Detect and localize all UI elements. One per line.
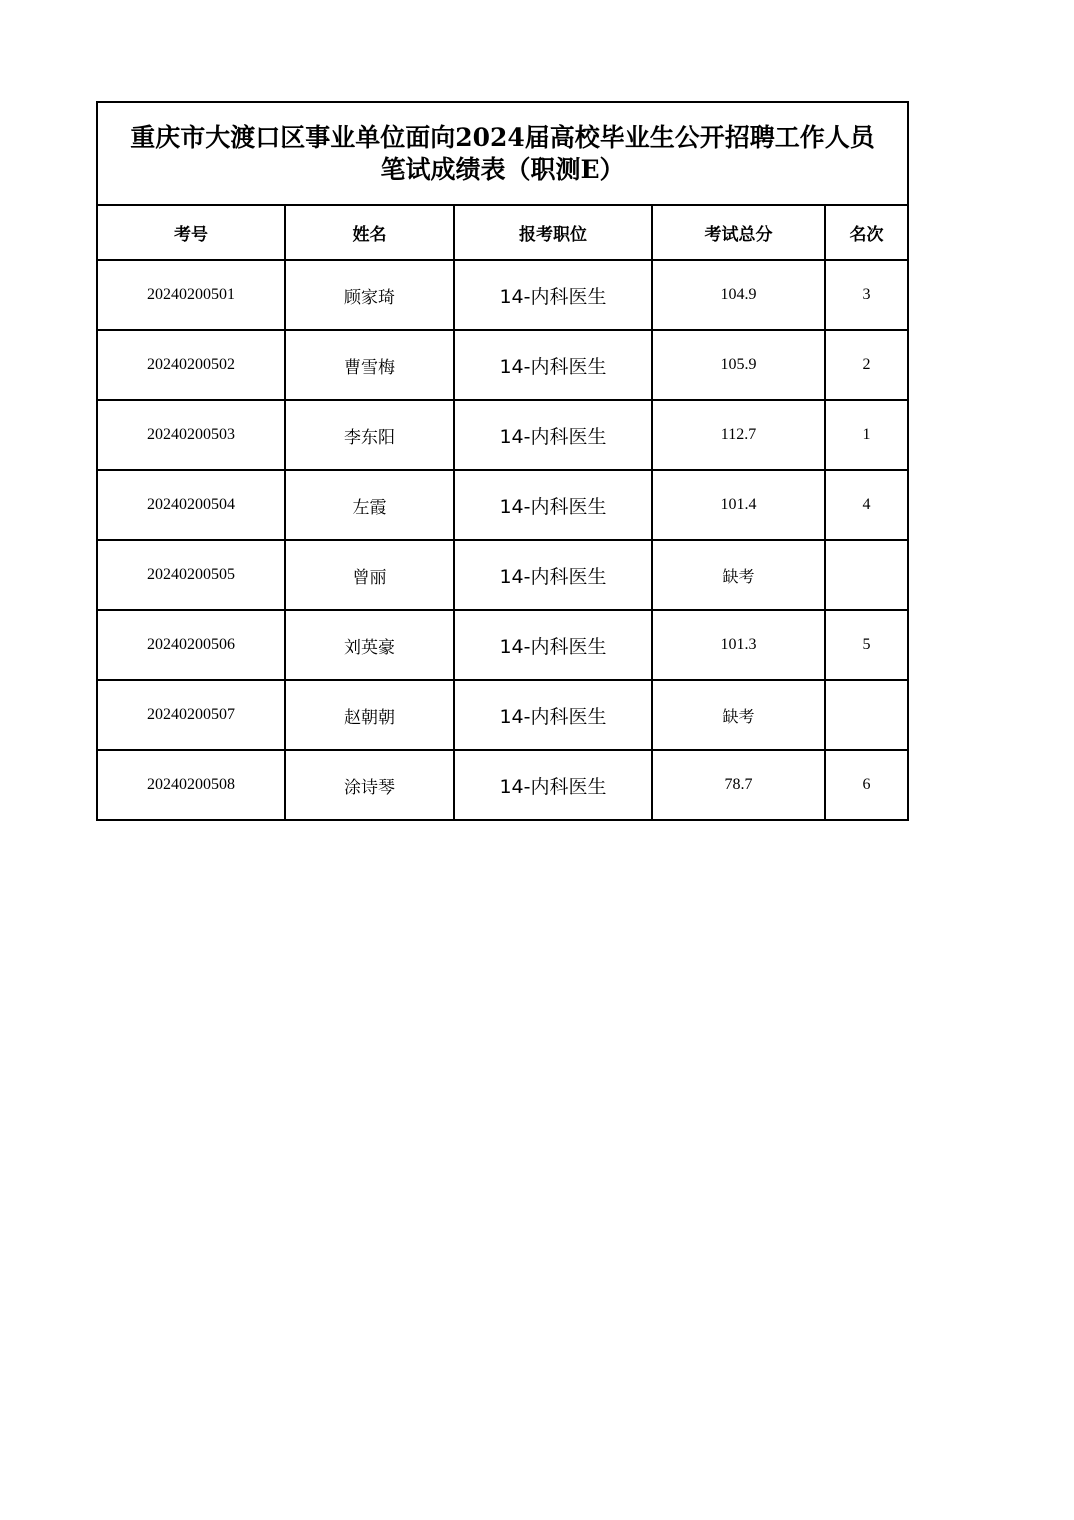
cell-score: 104.9 [652, 260, 825, 330]
title-line-2: 笔试成绩表（职测E） [380, 154, 625, 184]
table-row [97, 540, 908, 610]
cell-exam-no: 20240200502 [97, 330, 285, 400]
cell-name: 顾家琦 [285, 260, 454, 330]
table-row [97, 470, 908, 540]
cell-name: 左霞 [285, 470, 454, 540]
header-exam-no: 考号 [97, 205, 285, 260]
title-row [97, 102, 908, 205]
table-row [97, 260, 908, 330]
header-position: 报考职位 [454, 205, 652, 260]
cell-exam-no: 20240200501 [97, 260, 285, 330]
cell-name: 刘英豪 [285, 610, 454, 680]
cell-exam-no: 20240200503 [97, 400, 285, 470]
cell-score: 112.7 [652, 400, 825, 470]
cell-name: 涂诗琴 [285, 750, 454, 820]
cell-position: 14-内科医生 [454, 330, 652, 400]
cell-rank: 2 [825, 330, 908, 400]
cell-position: 14-内科医生 [454, 260, 652, 330]
header-score: 考试总分 [652, 205, 825, 260]
cell-rank: 1 [825, 400, 908, 470]
cell-name: 曾丽 [285, 540, 454, 610]
cell-position: 14-内科医生 [454, 750, 652, 820]
score-sheet [96, 101, 907, 821]
cell-rank: 3 [825, 260, 908, 330]
table-row [97, 750, 908, 820]
cell-score: 101.3 [652, 610, 825, 680]
cell-position: 14-内科医生 [454, 680, 652, 750]
cell-exam-no: 20240200505 [97, 540, 285, 610]
title-line-1: 重庆市大渡口区事业单位面向2024届高校毕业生公开招聘工作人员 [130, 122, 875, 152]
cell-name: 李东阳 [285, 400, 454, 470]
cell-name: 曹雪梅 [285, 330, 454, 400]
header-row [97, 205, 908, 260]
table-row [97, 400, 908, 470]
cell-score: 105.9 [652, 330, 825, 400]
table-row [97, 680, 908, 750]
cell-score: 缺考 [652, 540, 825, 610]
cell-position: 14-内科医生 [454, 610, 652, 680]
cell-exam-no: 20240200508 [97, 750, 285, 820]
cell-rank [825, 680, 908, 750]
cell-exam-no: 20240200507 [97, 680, 285, 750]
header-rank: 名次 [825, 205, 908, 260]
cell-rank: 4 [825, 470, 908, 540]
table-row [97, 330, 908, 400]
cell-rank: 5 [825, 610, 908, 680]
cell-position: 14-内科医生 [454, 400, 652, 470]
cell-exam-no: 20240200506 [97, 610, 285, 680]
cell-score: 78.7 [652, 750, 825, 820]
cell-rank: 6 [825, 750, 908, 820]
cell-score: 缺考 [652, 680, 825, 750]
score-table [96, 101, 909, 821]
cell-position: 14-内科医生 [454, 540, 652, 610]
cell-exam-no: 20240200504 [97, 470, 285, 540]
cell-score: 101.4 [652, 470, 825, 540]
table-row [97, 610, 908, 680]
header-name: 姓名 [285, 205, 454, 260]
cell-rank [825, 540, 908, 610]
cell-position: 14-内科医生 [454, 470, 652, 540]
cell-name: 赵朝朝 [285, 680, 454, 750]
table-title [97, 102, 908, 205]
